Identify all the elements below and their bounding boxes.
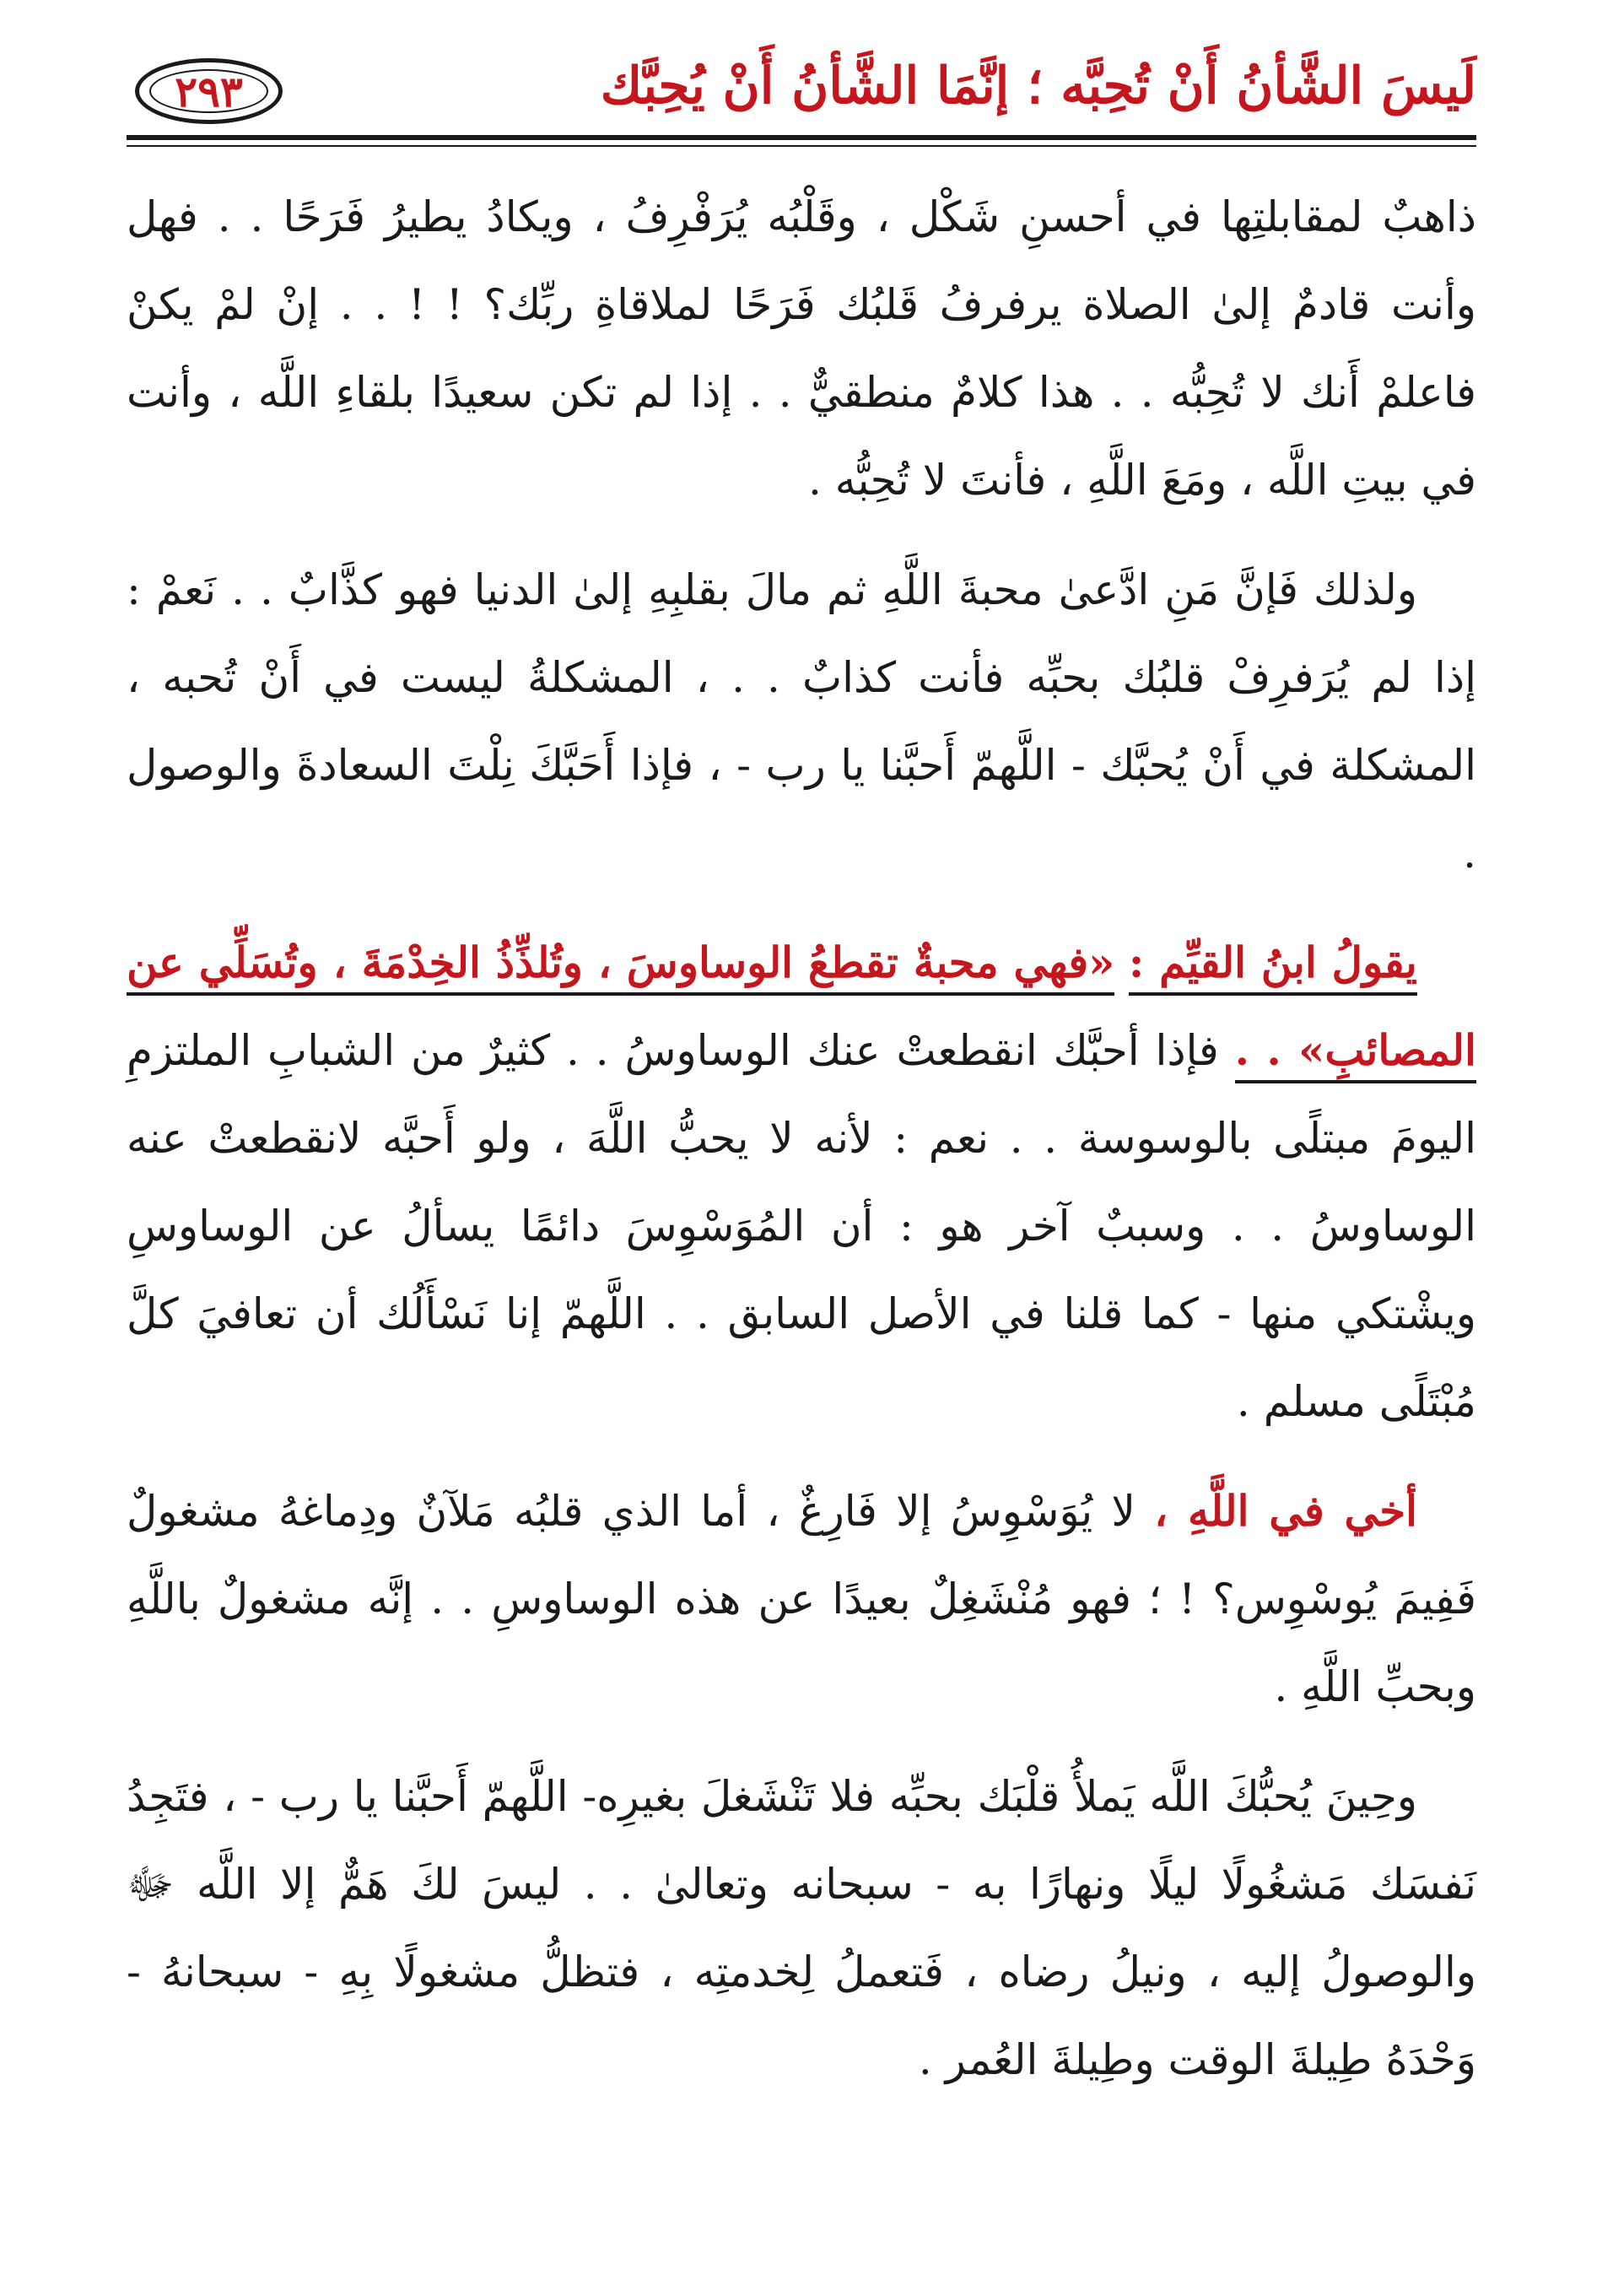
paragraph-4-lead: أخي في اللَّهِ ، [1154, 1486, 1417, 1536]
page-header [127, 46, 1476, 139]
paragraph-2-text: ولذلك فَإنَّ مَنِ ادَّعىٰ محبةَ اللَّهِ ثم مالَ بقلبِهِ إلىٰ الدنيا فهو كذَّابٌ . . نَعمْ : إذا لم يُرَفرِفْ قلبُك بحبِّه فأنت كذابٌ . . ، المشكلةُ ليست في أَنْ تُحبه ، المشكلة في أَنْ يُحبَّك - اللَّهمّ أَحبَّنا يا رب - ، فإذا أَحَبَّكَ نِلْتَ السعادةَ والوصول . [127, 565, 1476, 878]
paragraph-2 [127, 546, 1476, 897]
page-number: ٢٩٣ [175, 66, 243, 116]
paragraph-4 [127, 1467, 1476, 1731]
header-rule-thin [127, 145, 1476, 147]
running-title: لَيسَ الشَّأنُ أَنْ تُحِبَّه ؛ إنَّمَا الشَّأنُ أَنْ يُحِبَّك [600, 57, 1476, 116]
quote-text: «فهي محبةٌ تقطعُ الوساوسَ ، وتُلذِّذُ الخِدْمَةَ ، وتُسَلِّي عن المصائبِ» . . [127, 937, 1476, 1083]
paragraph-5-text: وحِينَ يُحبُّكَ اللَّه يَملأُ قلْبَك بحبِّه فلا تَنْشَغلَ بغيرِه- اللَّهمّ أَحبَّنا يا رب - ، فتَجِدُ نَفسَك مَشغُولًا ليلًا ونهارًا به - سبحانه وتعالىٰ . . ليسَ لكَ هَمٌّ إلا اللَّه ﷻ والوصولُ إليه ، ونيلُ رضاه ، فَتعملُ لِخدمتِه ، فتظلُّ مشغولًا بِهِ - سبحانهُ - وَحْدَهُ طِيلةَ الوقت وطِيلةَ العُمر . [127, 1772, 1476, 2084]
paragraph-3-text: فإذا أحبَّك انقطعتْ عنك الوساوسُ . . كثيرٌ من الشبابِ الملتزمِ اليومَ مبتلًى بالوسوسة . . نعم : لأنه لا يحبُّ اللَّهَ ، ولو أَحبَّه لانقطعتْ عنه الوساوسُ . . وسببٌ آخر هو : أن المُوَسْوِسَ دائمًا يسألُ عن الوساوسِ ويشْتكي منها - كما قلنا في الأصل السابق . . اللَّهمّ إنا نَسْأَلُك أن تعافيَ كلَّ مُبْتَلًى مسلم . [127, 1026, 1476, 1426]
paragraph-1 [127, 173, 1476, 524]
page-number-badge [135, 58, 283, 124]
body-text [127, 173, 1476, 2126]
header-rule-thick [127, 135, 1476, 140]
paragraph-4-text: لا يُوَسْوِسُ إلا فَارِغٌ ، أما الذي قلبُه مَلآنٌ ودِماغهُ مشغولٌ فَفِيمَ يُوسْوِس؟ ! ؛ فهو مُنْشَغِلٌ بعيدًا عن هذه الوساوسِ . . إنَّه مشغولٌ باللَّهِ وبحبِّ اللَّهِ . [127, 1487, 1476, 1711]
quote-lead: يقولُ ابنُ القيِّم : [1129, 937, 1417, 996]
paragraph-3 [127, 919, 1476, 1445]
paragraph-1-text: ذاهبٌ لمقابلتِها في أحسنِ شَكْل ، وقَلْبُه يُرَفْرِفُ ، ويكادُ يطيرُ فَرَحًا . . فهل وأنت قادمٌ إلىٰ الصلاة يرفرفُ قَلبُك فَرَحًا لملاقاةِ ربِّك؟ ! ! . . إنْ لمْ يكنْ فاعلمْ أَنك لا تُحِبُّه . . هذا كلامٌ منطقيٌّ . . إذا لم تكن سعيدًا بلقاءِ اللَّه ، وأنت في بيتِ اللَّه ، ومَعَ اللَّهِ ، فأنتَ لا تُحِبُّه . [127, 192, 1476, 505]
paragraph-5 [127, 1753, 1476, 2104]
